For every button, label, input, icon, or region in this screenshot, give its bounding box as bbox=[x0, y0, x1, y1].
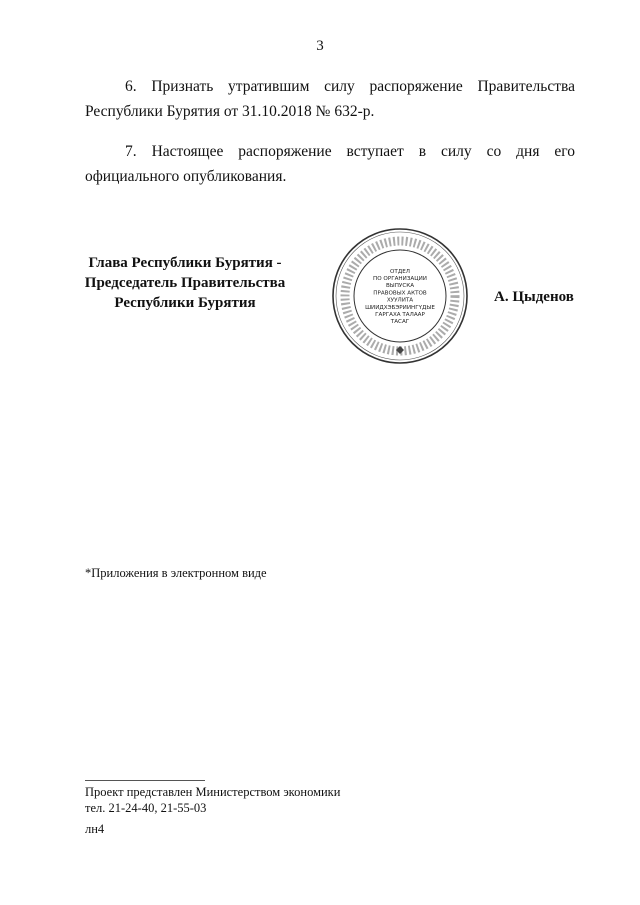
paragraph-6: 6. Признать утратившим силу распоряжение Правительства Республики Бурятия от 31.10.2018 № 632-р. bbox=[85, 78, 575, 120]
footer-code: лн4 bbox=[85, 822, 105, 836]
paragraph-7: 7. Настоящее распоряжение вступает в силу со дня его официального опубликования. bbox=[85, 143, 575, 185]
seal-text-line: ВЫПУСКА bbox=[385, 283, 415, 290]
page-number: 3 bbox=[316, 38, 324, 54]
seal-text-line: ШИИДХЭБЭРИИНГҮДЫЕ bbox=[365, 304, 435, 311]
official-seal bbox=[330, 226, 470, 366]
seal-text-line: ПО ОРГАНИЗАЦИИ bbox=[373, 276, 427, 282]
footer-divider bbox=[85, 780, 205, 781]
signatory-title bbox=[80, 253, 290, 313]
signatory-name: А. Цыденов bbox=[494, 289, 574, 305]
signatory-title-line-1: Глава Республики Бурятия - bbox=[88, 255, 282, 271]
signatory-title-line-3: Республики Бурятия bbox=[114, 295, 256, 311]
seal-text-line: ОТДЕЛ bbox=[390, 268, 410, 275]
signatory-title-line-2: Председатель Правительства bbox=[84, 275, 286, 291]
seal-text-line: ПРАВОВЫХ АКТОВ bbox=[373, 290, 427, 297]
seal-text-line: ГАРГАХА ТАЛААР bbox=[375, 312, 425, 318]
seal-text-line: ХУУЛИТА bbox=[386, 297, 414, 304]
footer-phone: тел. 21-24-40, 21-55-03 bbox=[85, 801, 207, 815]
seal-text-line: ТАСАГ bbox=[390, 319, 410, 326]
attachments-note: *Приложения в электронном виде bbox=[85, 566, 267, 580]
footer-prepared-by: Проект представлен Министерством экономики bbox=[85, 785, 341, 799]
